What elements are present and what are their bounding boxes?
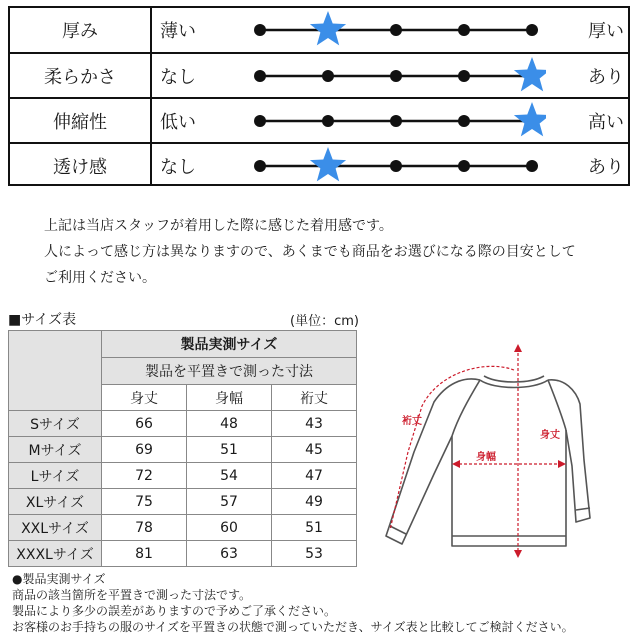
- table-row: [9, 437, 357, 463]
- feel-high-label: 高い: [588, 112, 624, 133]
- feel-scale-graphic: [246, 144, 546, 188]
- raglan-shirt-icon: [368, 340, 632, 572]
- feel-scale-graphic: [246, 8, 546, 52]
- table-row: [9, 411, 357, 437]
- body-width-label: 身幅: [476, 452, 496, 463]
- size-value: 60: [187, 515, 272, 541]
- sleeve-length-label: 裄丈: [402, 416, 422, 427]
- scale-dot: [322, 70, 334, 82]
- table-row: [9, 489, 357, 515]
- feel-high-label: 厚い: [588, 21, 624, 42]
- feel-table: [8, 6, 630, 186]
- rating-star-icon: [514, 102, 546, 136]
- footnote-line: ●製品実測サイズ: [12, 572, 106, 586]
- size-table-header-sub: 製品を平置きで測った寸法: [102, 358, 357, 385]
- size-value: 66: [102, 411, 187, 437]
- size-value: 51: [272, 515, 357, 541]
- note-line: 人によって感じ方は異なりますので、あくまでも商品をお選びになる際の目安として: [44, 244, 576, 260]
- feel-label: 厚み: [62, 21, 98, 42]
- scale-dot: [458, 115, 470, 127]
- feel-low-label: 薄い: [160, 21, 196, 42]
- scale-dot: [526, 160, 538, 172]
- scale-dot: [458, 24, 470, 36]
- rating-star-icon: [514, 57, 546, 91]
- size-label: Mサイズ: [9, 437, 102, 463]
- size-value: 75: [102, 489, 187, 515]
- scale-dot: [390, 70, 402, 82]
- size-table-title: ■サイズ表: [8, 312, 77, 328]
- feel-scale: [246, 144, 546, 188]
- feel-scale: [246, 54, 546, 98]
- arrow-right-icon: [558, 460, 566, 468]
- feel-label: 透け感: [53, 157, 107, 178]
- size-value: 51: [187, 437, 272, 463]
- scale-dot: [390, 160, 402, 172]
- column-header: 身幅: [187, 385, 272, 411]
- size-value: 81: [102, 541, 187, 567]
- feel-scale: [246, 8, 546, 52]
- feel-label: 伸縮性: [53, 112, 107, 133]
- body-outline: [452, 430, 566, 546]
- feel-high-label: あり: [588, 67, 624, 88]
- right-cuff: [576, 508, 590, 510]
- feel-scale-graphic: [246, 54, 546, 98]
- feel-row-softness: [10, 52, 628, 98]
- size-label: XXXLサイズ: [9, 541, 102, 567]
- scale-dot: [254, 160, 266, 172]
- feel-low-label: なし: [160, 67, 196, 88]
- size-label: XXLサイズ: [9, 515, 102, 541]
- right-raglan-seam: [548, 380, 566, 430]
- table-row: [9, 515, 357, 541]
- note-line: ご利用ください。: [44, 270, 156, 286]
- scale-dot: [322, 115, 334, 127]
- size-value: 78: [102, 515, 187, 541]
- size-value: 48: [187, 411, 272, 437]
- column-header: 裄丈: [272, 385, 357, 411]
- feel-row-sheerness: [10, 142, 628, 188]
- table-row: [9, 463, 357, 489]
- scale-dot: [254, 24, 266, 36]
- feel-scale-graphic: [246, 99, 546, 143]
- scale-dot: [390, 115, 402, 127]
- feel-row-thickness: [10, 8, 628, 52]
- note-line: 上記は当店スタッフが着用した際に感じた着用感です。: [44, 218, 393, 234]
- arrow-down-icon: [514, 550, 522, 558]
- footnote-line: お客様のお手持ちの服のサイズを平置きの状態で測っていただき、サイズ表と比較してご検討ください。: [12, 620, 574, 634]
- size-table-header-main: 製品実測サイズ: [102, 331, 357, 358]
- size-table-corner: [9, 331, 102, 411]
- feel-notes: [44, 213, 576, 291]
- size-value: 69: [102, 437, 187, 463]
- size-value: 45: [272, 437, 357, 463]
- size-label: Sサイズ: [9, 411, 102, 437]
- rating-star-icon: [310, 11, 346, 45]
- column-header: 身丈: [102, 385, 187, 411]
- arrow-up-icon: [514, 344, 522, 352]
- size-table-unit: (単位：cm): [290, 314, 359, 329]
- feel-row-stretch: [10, 97, 628, 143]
- scale-dot: [390, 24, 402, 36]
- collar-inner: [484, 376, 544, 382]
- arrow-left-icon: [452, 460, 460, 468]
- table-row: [9, 541, 357, 567]
- size-value: 72: [102, 463, 187, 489]
- collar-outline: [480, 380, 548, 388]
- rating-star-icon: [310, 147, 346, 181]
- feel-low-label: なし: [160, 157, 196, 178]
- scale-dot: [526, 24, 538, 36]
- size-value: 47: [272, 463, 357, 489]
- size-label: Lサイズ: [9, 463, 102, 489]
- left-raglan-seam: [452, 380, 480, 436]
- garment-diagram: [368, 340, 632, 572]
- size-value: 49: [272, 489, 357, 515]
- scale-dot: [458, 70, 470, 82]
- footnote-line: 製品により多少の誤差がありますので予めご了承ください。: [12, 604, 337, 618]
- size-label: XLサイズ: [9, 489, 102, 515]
- feel-high-label: あり: [588, 157, 624, 178]
- scale-dot: [254, 115, 266, 127]
- size-value: 43: [272, 411, 357, 437]
- left-cuff: [390, 526, 406, 534]
- size-value: 57: [187, 489, 272, 515]
- scale-dot: [254, 70, 266, 82]
- size-table: [8, 330, 357, 567]
- size-value: 53: [272, 541, 357, 567]
- right-sleeve-outline: [548, 380, 590, 522]
- footnote: [12, 571, 574, 635]
- feel-low-label: 低い: [160, 112, 196, 133]
- footnote-line: 商品の該当箇所を平置きで測った寸法です。: [12, 588, 252, 602]
- size-value: 54: [187, 463, 272, 489]
- body-length-label: 身丈: [540, 430, 560, 441]
- size-value: 63: [187, 541, 272, 567]
- scale-dot: [458, 160, 470, 172]
- feel-scale: [246, 99, 546, 143]
- feel-label: 柔らかさ: [44, 67, 116, 88]
